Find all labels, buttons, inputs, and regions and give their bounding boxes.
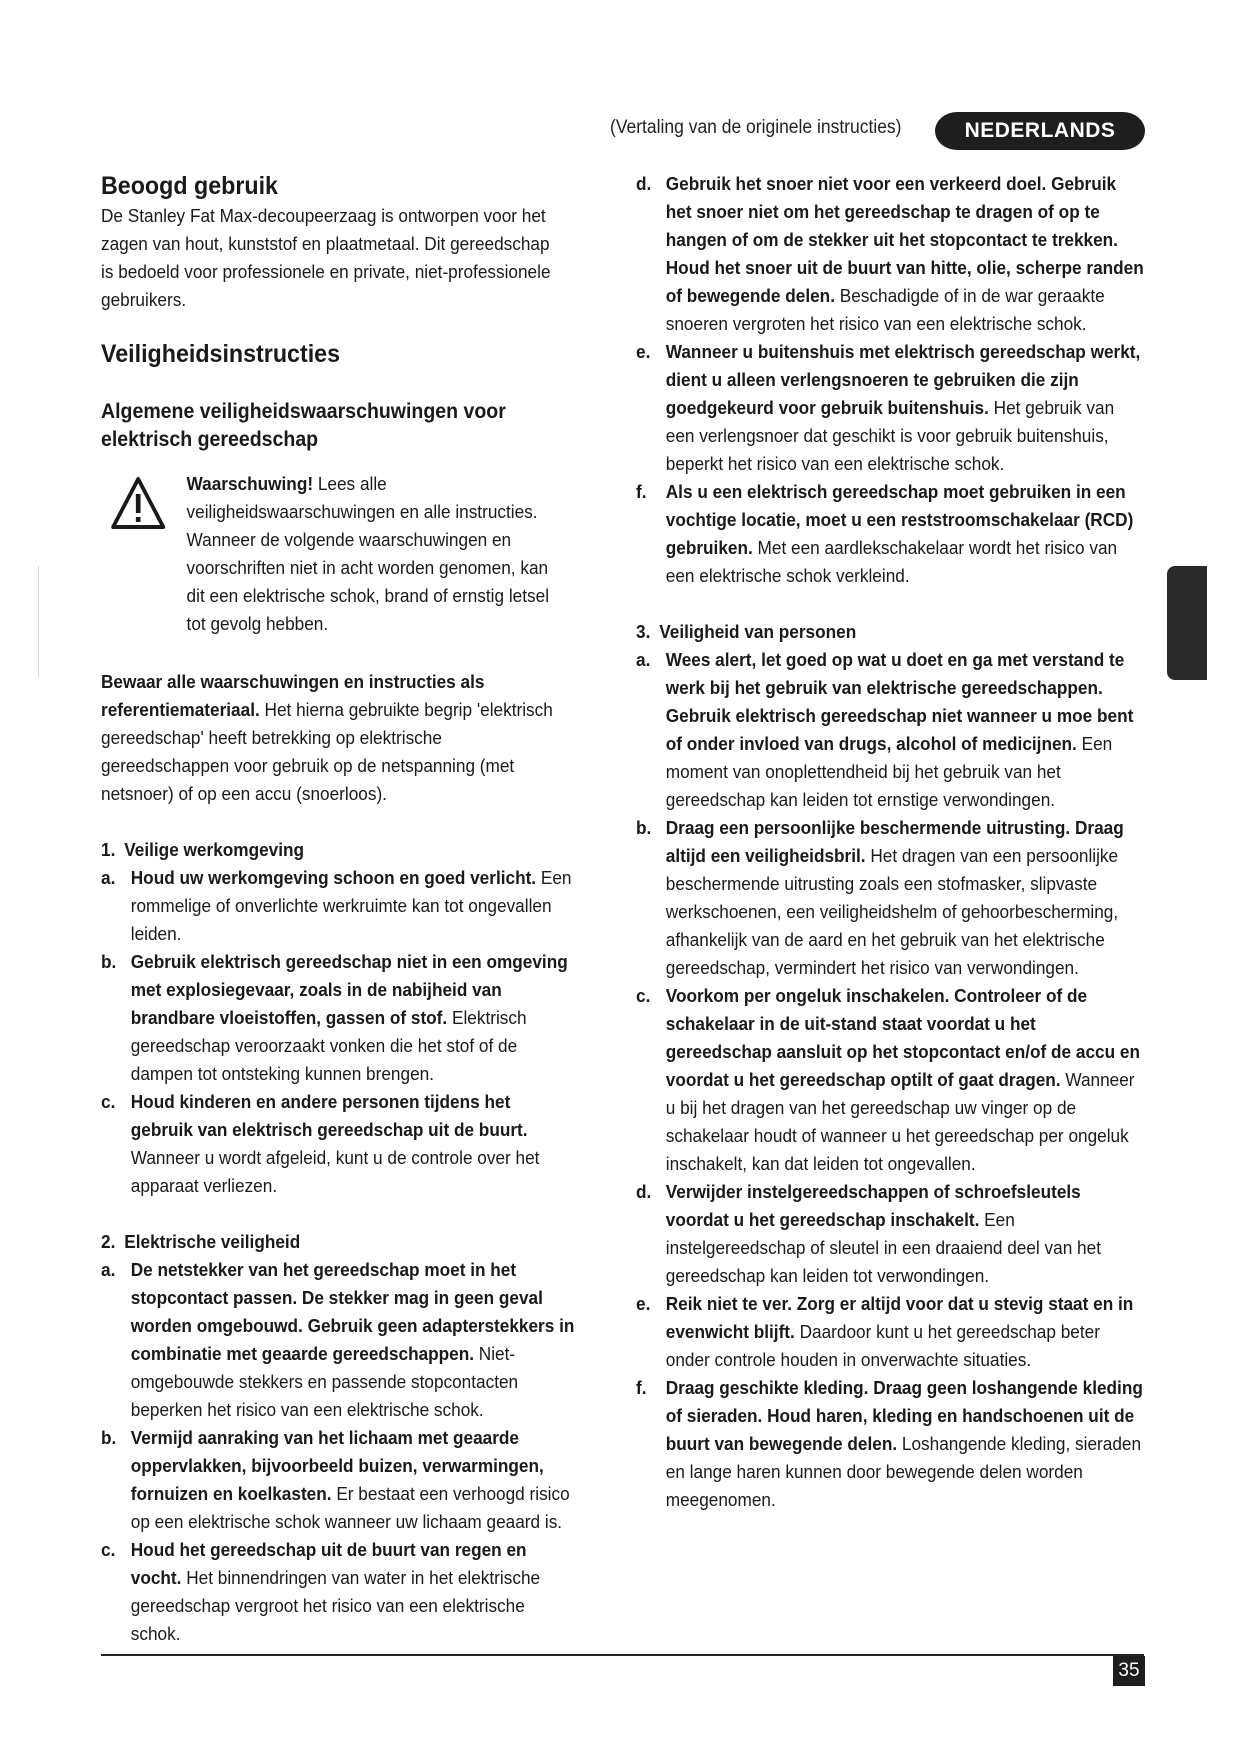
- left-column: [101, 170, 611, 1648]
- section-1-heading: 1. Veilige werkomgeving: [101, 839, 305, 860]
- section-3-heading: 3. Veiligheid van personen: [636, 621, 857, 642]
- list-item: a. Houd uw werkomgeving schoon en goed verlicht. Een rommelige of onverlichte werkruimte kan tot ongevallen leiden.: [101, 867, 572, 944]
- warning-triangle-icon: [110, 476, 166, 530]
- list-item: a. De netstekker van het gereedschap moet in het stopcontact passen. De stekker mag in geen geval worden omgebouwd. Gebruik geen adapterstekkers in combinatie met geaarde gereedschappen. Niet-omgebouwde stekkers en passende stopcontacten beperken het risico van een elektrische schok.: [101, 1259, 575, 1420]
- translation-note: (Vertaling van de originele instructies): [610, 117, 902, 138]
- language-badge: NEDERLANDS: [935, 112, 1145, 150]
- general-warnings-heading: Algemene veiligheidswaarschuwingen voor elektrisch gereedschap: [101, 400, 506, 451]
- page-number: 35: [1113, 1656, 1145, 1686]
- section-2-heading: 2. Elektrische veiligheid: [101, 1231, 301, 1252]
- intended-use-heading: Beoogd gebruik: [101, 172, 278, 200]
- list-item: b. Draag een persoonlijke beschermende uitrusting. Draag altijd een veiligheidsbril. Het dragen van een persoonlijke beschermende uitrusting zoals een stofmasker, slipvaste werkschoenen, een veiligheidshelm of gehoorbescherming, afhankelijk van de aard en het gebruik van het elektrische gereedschap, vermindert het risico van verwondingen.: [636, 817, 1124, 978]
- list-item: e. Reik niet te ver. Zorg er altijd voor dat u stevig staat en in evenwicht blijft. Daardoor kunt u het gereedschap beter onder controle houden in onverwachte situaties.: [636, 1293, 1134, 1370]
- list-item: f. Als u een elektrisch gereedschap moet gebruiken in een vochtige locatie, moet u een reststroomschakelaar (RCD) gebruiken. Met een aardlekschakelaar wordt het risico van een elektrische schok verkleind.: [636, 481, 1134, 586]
- list-item: b. Gebruik elektrisch gereedschap niet in een omgeving met explosiegevaar, zoals in de nabijheid van brandbare vloeistoffen, gassen of stof. Elektrisch gereedschap veroorzaakt vonken die het stof of de dampen tot ontsteking kunnen brengen.: [101, 951, 568, 1084]
- keep-instructions-text: Bewaar alle waarschuwingen en instructies als referentiemateriaal. Het hierna gebruikte begrip 'elektrisch gereedschap' heeft betrekking op elektrische gereedschappen voor gebruik op de netspanning (met netsnoer) of op een accu (snoerloos).: [101, 671, 553, 804]
- safety-heading: Veiligheidsinstructies: [101, 340, 341, 368]
- warning-label: Waarschuwing!: [186, 473, 314, 494]
- list-item: c. Houd kinderen en andere personen tijdens het gebruik van elektrisch gereedschap uit de buurt. Wanneer u wordt afgeleid, kunt u de controle over het apparaat verliezen.: [101, 1091, 540, 1196]
- list-item: d. Verwijder instelgereedschappen of schroefsleutels voordat u het gereedschap inschakelt. Een instelgereedschap of sleutel in een draaiend deel van het gereedschap kan leiden tot verwondingen.: [636, 1181, 1101, 1286]
- margin-line: [38, 566, 39, 678]
- list-item: c. Voorkom per ongeluk inschakelen. Controleer of de schakelaar in de uit-stand staat voordat u het gereedschap aansluit op het stopcontact en/of de accu en voordat u het gereedschap optilt of gaat dragen. Wanneer u bij het dragen van het gereedschap uw vinger op de schakelaar houdt of wanneer u het gereedschap per ongeluk inschakelt, kan dat leiden tot ongevallen.: [636, 985, 1140, 1174]
- warning-text: Waarschuwing! Lees alle veiligheidswaarschuwingen en alle instructies. Wanneer de volgende waarschuwingen en voorschriften niet in acht worden genomen, kan dit een elektrische schok, brand of ernstig letsel tot gevolg hebben.: [186, 473, 550, 634]
- intended-use-text: De Stanley Fat Max-decoupeerzaag is ontworpen voor het zagen van hout, kunststof en plaatmetaal. Dit gereedschap is bedoeld voor professionele en private, niet-professionele gebruikers.: [101, 205, 551, 310]
- warning-block: [101, 470, 575, 638]
- list-item: a. Wees alert, let goed op wat u doet en ga met verstand te werk bij het gebruik van elektrische gereedschappen. Gebruik elektrisch gereedschap niet wanneer u moe bent of onder invloed van drugs, alcohol of medicijnen. Een moment van onoplettendheid bij het gebruik van het gereedschap kan leiden tot ernstige verwondingen.: [636, 649, 1134, 810]
- list-item: d. Gebruik het snoer niet voor een verkeerd doel. Gebruik het snoer niet om het gereedschap te dragen of op te hangen of om de stekker uit het stopcontact te trekken. Houd het snoer uit de buurt van hitte, olie, scherpe randen of bewegende delen. Beschadigde of in de war geraakte snoeren vergroten het risico van een elektrische schok.: [636, 173, 1144, 334]
- list-item: f. Draag geschikte kleding. Draag geen loshangende kleding of sieraden. Houd haren, kleding en handschoenen uit de buurt van bewegende delen. Loshangende kleding, sieraden en lange haren kunnen door bewegende delen worden meegenomen.: [636, 1377, 1143, 1510]
- list-item: e. Wanneer u buitenshuis met elektrisch gereedschap werkt, dient u alleen verlengsnoeren te gebruiken die zijn goedgekeurd voor gebruik buitenshuis. Het gebruik van een verlengsnoer dat geschikt is voor gebruik buitenshuis, beperkt het risico van een elektrische schok.: [636, 341, 1141, 474]
- list-item: b. Vermijd aanraking van het lichaam met geaarde oppervlakken, bijvoorbeeld buizen, verwarmingen, fornuizen en koelkasten. Er bestaat een verhoogd risico op een elektrische schok wanneer uw lichaam geaard is.: [101, 1427, 570, 1532]
- right-column: [636, 170, 1146, 1514]
- list-item: c. Houd het gereedschap uit de buurt van regen en vocht. Het binnendringen van water in het elektrische gereedschap vergroot het risico van een elektrische schok.: [101, 1539, 541, 1644]
- footer-rule: [101, 1654, 1144, 1656]
- section-thumb-tab: [1167, 566, 1207, 680]
